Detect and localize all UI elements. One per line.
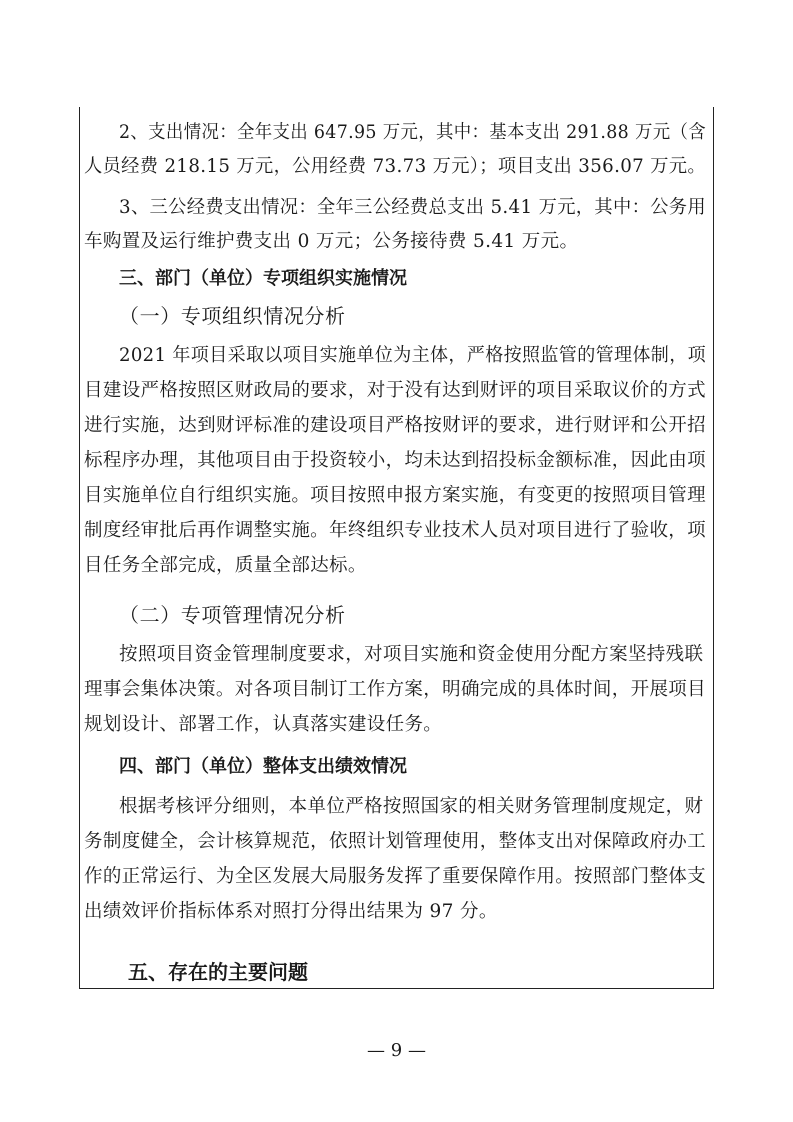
paragraph-line: 作的正常运行、为全区发展大局服务发挥了重要保障作用。按照部门整体支 bbox=[84, 866, 706, 887]
paragraph-line: 2、支出情况：全年支出 647.95 万元，其中：基本支出 291.88 万元（含 bbox=[119, 122, 706, 143]
section-heading: 三、部门（单位）专项组织实施情况 bbox=[119, 268, 407, 289]
paragraph-line: 根据考核评分细则，本单位严格按照国家的相关财务管理制度规定，财 bbox=[119, 796, 704, 817]
paragraph-line: 理事会集体决策。对各项目制订工作方案，明确完成的具体时间，开展项目 bbox=[84, 679, 706, 700]
paragraph-line: 2021 年项目采取以项目实施单位为主体，严格按照监管的管理体制，项 bbox=[119, 345, 706, 366]
paragraph-line: 人员经费 218.15 万元，公用经费 73.73 万元）；项目支出 356.07 万元。 bbox=[84, 156, 706, 177]
paragraph-line: 3、三公经费支出情况：全年三公经费总支出 5.41 万元，其中：公务用 bbox=[119, 197, 706, 218]
paragraph-line: 目任务全部完成，质量全部达标。 bbox=[84, 555, 367, 576]
paragraph-line: 进行实施，达到财评标准的建设项目严格按财评的要求，进行财评和公开招 bbox=[84, 415, 706, 436]
page-number: — 9 — bbox=[367, 1040, 426, 1061]
paragraph-line: 按照项目资金管理制度要求，对项目实施和资金使用分配方案坚持残联 bbox=[119, 644, 704, 665]
paragraph-line: 务制度健全，会计核算规范，依照计划管理使用，整体支出对保障政府办工 bbox=[84, 831, 706, 852]
paragraph-line: 规划设计、部署工作，认真落实建设任务。 bbox=[84, 714, 443, 735]
section-heading: 五、存在的主要问题 bbox=[128, 960, 308, 984]
section-heading: 四、部门（单位）整体支出绩效情况 bbox=[119, 756, 407, 777]
paragraph-line: 出绩效评价指标体系对照打分得出结果为 97 分。 bbox=[84, 901, 498, 922]
paragraph-line: 车购置及运行维护费支出 0 万元；公务接待费 5.41 万元。 bbox=[84, 231, 579, 252]
paragraph-line: 标程序办理，其他项目由于投资较小，均未达到招投标金额标准，因此由项 bbox=[84, 450, 706, 471]
subsection-heading: （一）专项组织情况分析 bbox=[119, 304, 346, 328]
paragraph-line: 制度经审批后再作调整实施。年终组织专业技术人员对项目进行了验收，项 bbox=[84, 520, 706, 541]
subsection-heading: （二）专项管理情况分析 bbox=[119, 603, 346, 627]
paragraph-line: 目实施单位自行组织实施。项目按照申报方案实施，有变更的按照项目管理 bbox=[84, 485, 706, 506]
paragraph-line: 目建设严格按照区财政局的要求，对于没有达到财评的项目采取议价的方式 bbox=[84, 380, 706, 401]
